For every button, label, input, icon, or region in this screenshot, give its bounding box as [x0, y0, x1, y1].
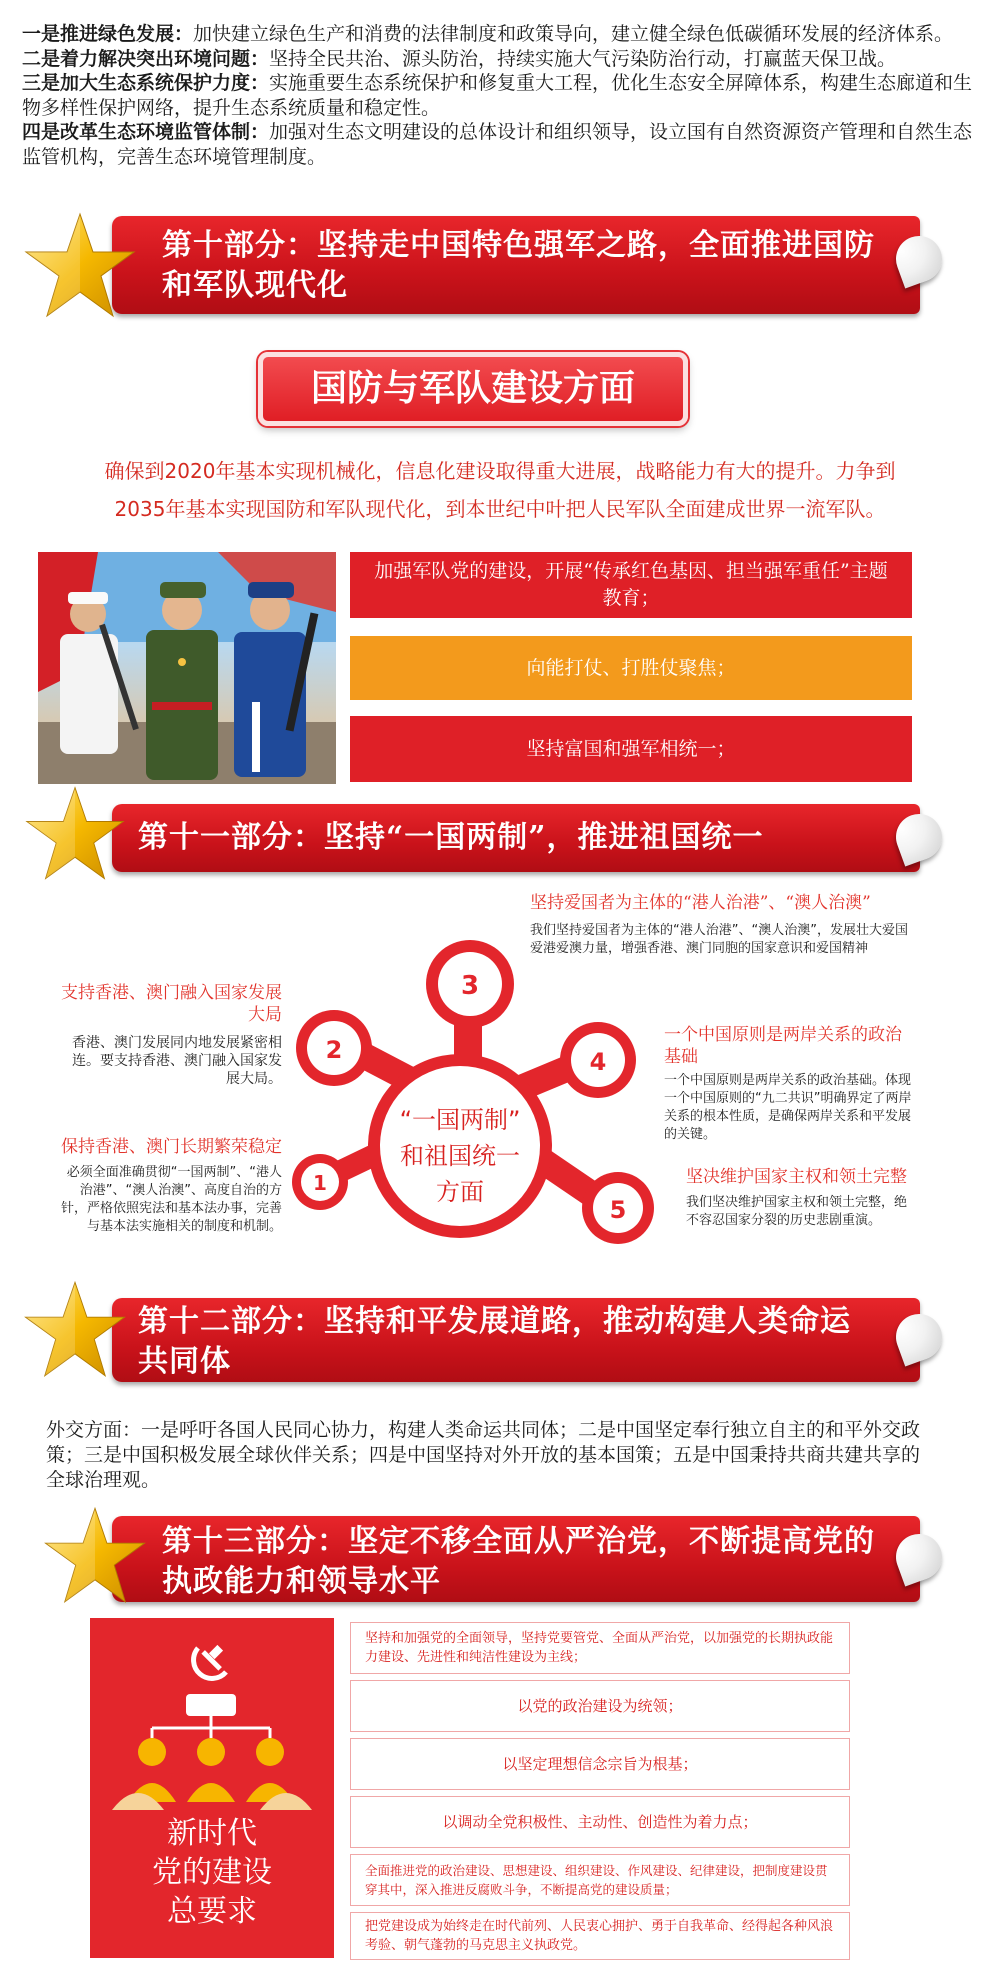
- center-label-line-2: 和祖国统一: [400, 1142, 520, 1170]
- defense-point-party-building: 加强军队党的建设，开展“传承红色基因、担当强军重任”主题教育；: [350, 552, 912, 618]
- gold-star-icon: [20, 210, 140, 322]
- node-5-number: 5: [609, 1196, 627, 1224]
- honor-guard-photo: [38, 552, 336, 784]
- gold-star-icon: [20, 784, 130, 884]
- defense-point-rich-country-strong-army: 坚持富国和强军相统一；: [350, 716, 912, 782]
- defense-goal-line-2: 2035年基本实现国防和军队现代化，到本世纪中叶把人民军队全面建成世界一流军队。: [114, 497, 886, 521]
- party-title-line-1: 新时代: [167, 1816, 257, 1851]
- party-title-line-3: 总要求: [167, 1894, 257, 1929]
- section-13-banner: [20, 1506, 950, 1610]
- intro-item-3: [22, 71, 982, 120]
- party-requirement-3: 以坚定理想信念宗旨为根基；: [350, 1738, 850, 1790]
- node-1-text: [56, 1136, 282, 1236]
- intro-item-3-lead: 三是加大生态系统保护力度：: [22, 72, 270, 94]
- hammer-sickle-icon: [194, 1645, 226, 1679]
- defense-point-combat-readiness: 向能打仗、打胜仗聚焦；: [350, 636, 912, 700]
- node-4-heading: 一个中国原则是两岸关系的政治基础: [664, 1025, 902, 1067]
- defense-title-box: 国防与军队建设方面: [258, 352, 688, 426]
- section-12-banner: [20, 1286, 950, 1388]
- node-4-text: [664, 1024, 912, 1144]
- center-label-line-1: “一国两制”: [399, 1106, 521, 1134]
- party-requirement-5: 全面推进党的政治建设、思想建设、组织建设、作风建设、纪律建设，把制度建设贯穿其中，深入推进反腐败斗争，不断提高党的建设质量；: [350, 1854, 850, 1906]
- node-3-heading: 坚持爱国者为主体的“港人治港”、“澳人治澳”: [530, 893, 871, 913]
- intro-item-4: [22, 120, 982, 169]
- party-requirement-4: 以调动全党积极性、主动性、创造性为着力点；: [350, 1796, 850, 1848]
- node-2-heading: 支持香港、澳门融入国家发展大局: [61, 983, 282, 1025]
- intro-item-4-lead: 四是改革生态环境监管体制：: [22, 121, 270, 143]
- foreign-affairs-text: 外交方面：一是呼吁各国人民同心协力，构建人类命运共同体；二是中国坚定奉行独立自主的和平外交政策；三是中国积极发展全球伙伴关系；四是中国坚持对外开放的基本国策；五是中国秉持共商共建共享的全球治理观。: [46, 1419, 921, 1491]
- node-1-number: 1: [313, 1171, 327, 1195]
- green-development-text: [22, 22, 982, 169]
- node-5-heading: 坚决维护国家主权和领土完整: [686, 1167, 907, 1187]
- defense-goal-text: [40, 452, 960, 528]
- intro-item-2-lead: 二是着力解决突出环境问题：: [22, 47, 270, 70]
- node-5-body: 我们坚决维护国家主权和领土完整，绝不容忍国家分裂的历史悲剧重演。: [686, 1195, 908, 1228]
- section-12-title: 第十二部分：坚持和平发展道路，推动构建人类命运共同体: [138, 1304, 851, 1379]
- intro-item-1-text: 加快建立绿色生产和消费的法律制度和政策导向，建立健全绿色低碳循环发展的经济体系。: [193, 23, 954, 45]
- honor-guard-illustration: [38, 552, 336, 784]
- node-2-number: 2: [325, 1036, 343, 1064]
- section-11-title: 第十一部分：坚持“一国两制”，推进祖国统一: [138, 820, 764, 855]
- node-3-text: [530, 892, 910, 958]
- party-organization-icon: [102, 1642, 322, 1812]
- intro-item-2-text: 坚持全民共治、源头防治，持续实施大气污染防治行动，打赢蓝天保卫战。: [269, 47, 897, 70]
- node-4-number: 4: [589, 1048, 607, 1076]
- gold-star-icon: [40, 1504, 150, 1608]
- party-title-line-2: 党的建设: [152, 1855, 272, 1890]
- section-10-title: 第十部分：坚持走中国特色强军之路，全面推进国防和军队现代化: [162, 228, 875, 303]
- node-4-body: 一个中国原则是两岸关系的政治基础。体现一个中国原则的“九二共识”明确界定了两岸关系的根本性质，是确保两岸关系和平发展的关键。: [664, 1073, 912, 1142]
- node-3-body: 我们坚持爱国者为主体的“港人治港”、“澳人治澳”，发展壮大爱国爱港爱澳力量，增强香港、澳门同胞的国家意识和爱国精神: [530, 923, 908, 956]
- node-5-text: [686, 1166, 910, 1230]
- party-building-panel: [90, 1618, 334, 1958]
- party-requirement-1: 坚持和加强党的全面领导，坚持党要管党、全面从严治党，以加强党的长期执政能力建设、先进性和纯洁性建设为主线；: [350, 1622, 850, 1674]
- section-13-title: 第十三部分：坚定不移全面从严治党，不断提高党的执政能力和领导水平: [162, 1524, 875, 1599]
- party-building-title: [90, 1814, 334, 1931]
- node-1-body: 必须全面准确贯彻“一国两制”、“港人治港”、“澳人治澳”、高度自治的方针，严格依照宪法和基本法办事，完善与基本法实施相关的制度和机制。: [60, 1165, 282, 1234]
- one-country-two-systems-diagram: [290, 920, 660, 1260]
- intro-item-3-text: 实施重要生态系统保护和修复重大工程，优化生态安全屏障体系，构建生态廊道和生物多样性保护网络，提升生态系统质量和稳定性。: [22, 72, 973, 119]
- intro-item-2: [22, 47, 982, 72]
- party-requirement-6: 把党建设成为始终走在时代前列、人民衷心拥护、勇于自我革命、经得起各种风浪考验、朝气蓬勃的马克思主义执政党。: [350, 1912, 850, 1960]
- node-1-heading: 保持香港、澳门长期繁荣稳定: [61, 1137, 282, 1157]
- node-2-body: 香港、澳门发展同内地发展紧密相连。要支持香港、澳门融入国家发展大局。: [72, 1035, 282, 1087]
- party-requirement-2: 以党的政治建设为统领；: [350, 1680, 850, 1732]
- defense-goal-line-1: 确保到2020年基本实现机械化，信息化建设取得重大进展，战略能力有大的提升。力争到: [104, 459, 896, 483]
- node-2-text: [60, 982, 282, 1088]
- intro-item-1-lead: 一是推进绿色发展：: [22, 23, 194, 45]
- section-10-banner: [20, 210, 950, 322]
- section-11-banner: [20, 786, 950, 880]
- intro-item-1: [22, 22, 982, 47]
- node-3-number: 3: [460, 971, 480, 1001]
- intro-item-4-text: 加强对生态文明建设的总体设计和组织领导，设立国有自然资源资产管理和自然生态监管机构，完善生态环境管理制度。: [22, 121, 973, 168]
- center-label-line-3: 方面: [436, 1178, 484, 1206]
- gold-star-icon: [20, 1278, 130, 1382]
